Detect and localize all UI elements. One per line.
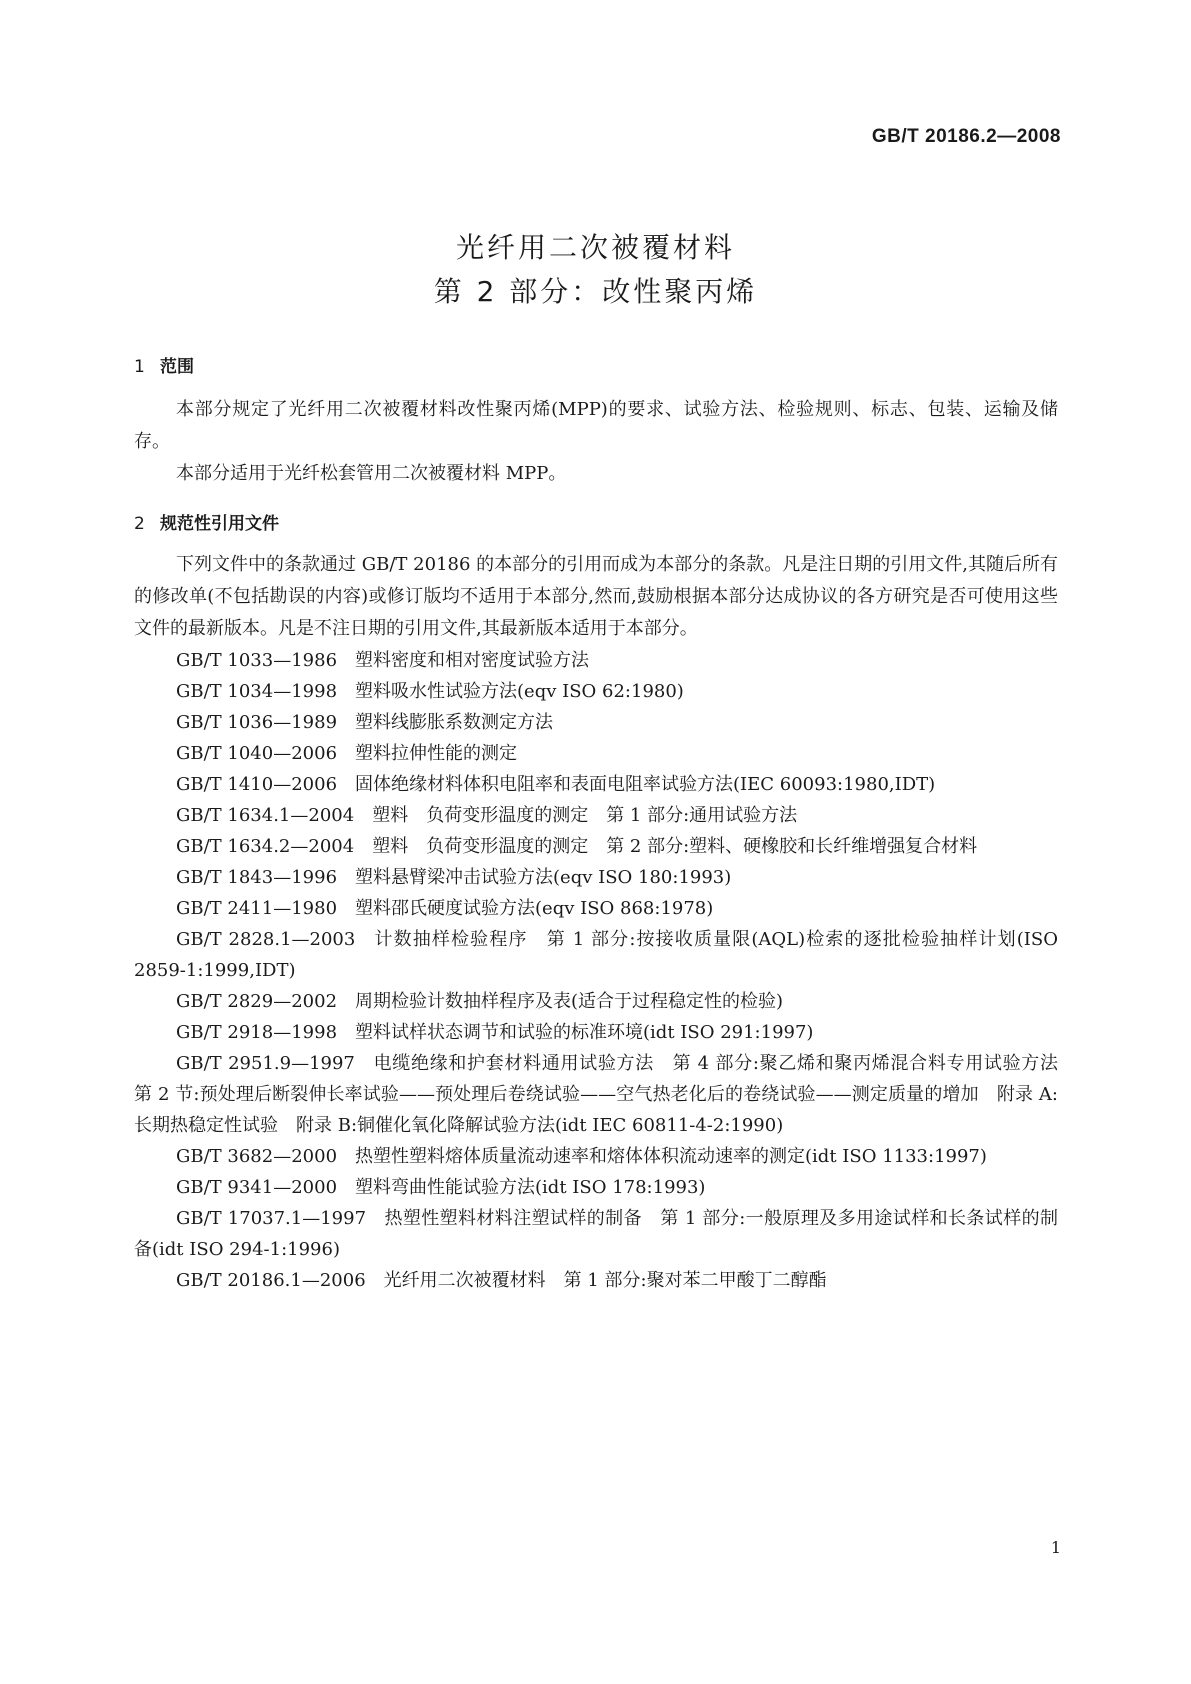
reference-code: GB/T 2411—1980 [176,898,338,919]
reference-item [134,645,1058,676]
reference-title: 塑料试样状态调节和试验的标准环境(idt ISO 291:1997) [355,1022,814,1043]
reference-title: 塑料吸水性试验方法(eqv ISO 62:1980) [355,681,684,702]
section-title: 范围 [160,357,194,377]
reference-item [134,1017,1058,1048]
section-number: 1 [134,357,145,377]
reference-title: 塑料 负荷变形温度的测定 第 2 部分:塑料、硬橡胶和长纤维增强复合材料 [372,836,978,857]
section-number: 2 [134,514,145,534]
reference-title: 固体绝缘材料体积电阻率和表面电阻率试验方法(IEC 60093:1980,IDT) [355,774,936,795]
reference-list [134,645,1076,1296]
page-number: 1 [1050,1538,1061,1557]
paragraph: 本部分规定了光纤用二次被覆材料改性聚丙烯(MPP)的要求、试验方法、检验规则、标志、包装、运输及储存。 [134,399,1058,452]
reference-title: 计数抽样检验程序 第 1 部分:按接收质量限(AQL)检索的逐批检验抽样计划(ISO 2859-1:1999,IDT) [134,929,1058,981]
reference-code: GB/T 1410—2006 [176,774,338,795]
reference-item [134,924,1058,986]
reference-code: GB/T 1843—1996 [176,867,338,888]
reference-item [134,1048,1076,1141]
reference-code: GB/T 2828.1—2003 [176,929,356,950]
paragraph: 本部分适用于光纤松套管用二次被覆材料 MPP。 [176,463,567,484]
title-line-1: 光纤用二次被覆材料 [455,231,735,264]
reference-code: GB/T 1634.2—2004 [176,836,355,857]
reference-item [134,893,1058,924]
reference-title: 热塑性塑料熔体质量流动速率和熔体体积流动速率的测定(idt ISO 1133:1997) [355,1146,987,1167]
reference-code: GB/T 2918—1998 [176,1022,338,1043]
reference-title: 塑料 负荷变形温度的测定 第 1 部分:通用试验方法 [372,805,798,826]
reference-item [134,800,1058,831]
section-1-heading [134,352,194,377]
reference-item [134,862,1058,893]
reference-item [134,986,1058,1017]
reference-title: 塑料弯曲性能试验方法(idt ISO 178:1993) [355,1177,706,1198]
reference-title: 塑料拉伸性能的测定 [355,743,518,764]
reference-code: GB/T 17037.1—1997 [176,1208,367,1229]
reference-title: 塑料密度和相对密度试验方法 [355,650,590,671]
reference-title: 热塑性塑料材料注塑试样的制备 第 1 部分:一般原理及多用途试样和长条试样的制备(idt ISO 294-1:1996) [134,1208,1058,1260]
section-2-heading [134,509,279,534]
standard-code: GB/T 20186.2—2008 [871,126,1061,147]
reference-item [134,1141,1058,1172]
reference-code: GB/T 2951.9—1997 [176,1053,355,1074]
section-2-body [134,549,1076,1296]
reference-code: GB/T 9341—2000 [176,1177,338,1198]
reference-code: GB/T 1040—2006 [176,743,338,764]
reference-item [134,1172,1058,1203]
reference-code: GB/T 1033—1986 [176,650,338,671]
reference-code: GB/T 3682—2000 [176,1146,338,1167]
reference-code: GB/T 20186.1—2006 [176,1270,366,1291]
reference-item [134,769,1058,800]
reference-item [134,1203,1058,1265]
document-title [0,226,1191,314]
section-1-body [134,394,1058,490]
reference-item [134,738,1058,769]
reference-item [134,676,1058,707]
reference-code: GB/T 1634.1—2004 [176,805,355,826]
reference-title: 电缆绝缘和护套材料通用试验方法 第 4 部分:聚乙烯和聚丙烯混合料专用试验方法 第 2 节:预处理后断裂伸长率试验——预处理后卷绕试验——空气热老化后的卷绕试验——测定质量的增加 附录 A:长期热稳定性试验 附录 B:铜催化氧化降解试验方法(idt IEC 60811-4-2:1990) [134,1053,1076,1136]
reference-title: 塑料悬臂梁冲击试验方法(eqv ISO 180:1993) [355,867,732,888]
section-title: 规范性引用文件 [160,514,279,534]
reference-item [134,707,1058,738]
reference-item [134,1265,1058,1296]
reference-code: GB/T 2829—2002 [176,991,338,1012]
reference-item [134,831,1058,862]
paragraph: 下列文件中的条款通过 GB/T 20186 的本部分的引用而成为本部分的条款。凡是注日期的引用文件,其随后所有的修改单(不包括勘误的内容)或修订版均不适用于本部分,然而,鼓励根据本部分达成协议的各方研究是否可使用这些文件的最新版本。凡是不注日期的引用文件,其最新版本适用于本部分。 [134,554,1058,639]
reference-code: GB/T 1036—1989 [176,712,338,733]
reference-title: 塑料线膨胀系数测定方法 [355,712,554,733]
reference-title: 光纤用二次被覆材料 第 1 部分:聚对苯二甲酸丁二醇酯 [383,1270,827,1291]
reference-code: GB/T 1034—1998 [176,681,338,702]
reference-title: 周期检验计数抽样程序及表(适合于过程稳定性的检验) [355,991,784,1012]
title-line-2: 第 2 部分：改性聚丙烯 [433,275,758,308]
reference-title: 塑料邵氏硬度试验方法(eqv ISO 868:1978) [355,898,714,919]
